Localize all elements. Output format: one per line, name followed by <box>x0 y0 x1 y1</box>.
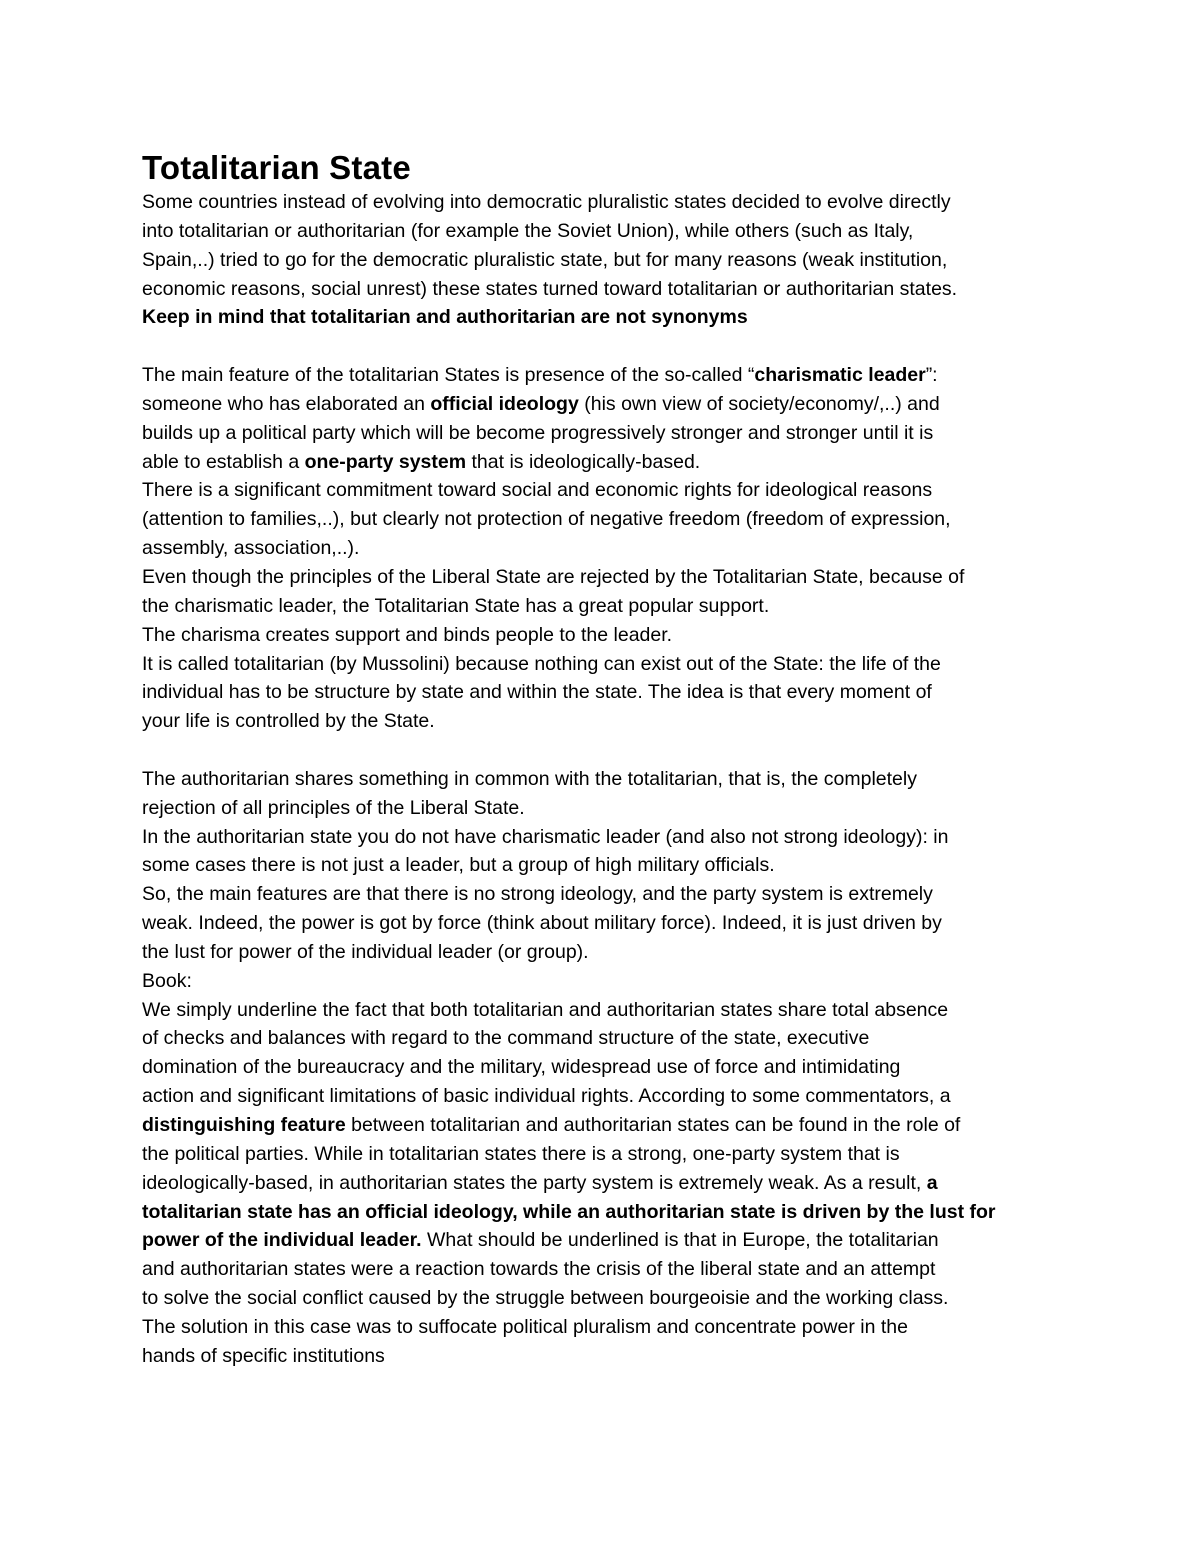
text-segment: ideologically-based, in authoritarian states the party system is extremely weak. As a result, <box>142 1171 927 1194</box>
text-segment: What should be underlined is that in Europe, the totalitarian <box>421 1229 939 1252</box>
text-line <box>142 1140 1077 1169</box>
text-segment: into totalitarian or authoritarian (for example the Soviet Union), while others (such as Italy, <box>142 219 914 242</box>
text-line <box>142 1198 1077 1227</box>
text-segment: In the authoritarian state you do not have charismatic leader (and also not strong ideology): in <box>142 825 949 848</box>
text-line <box>142 909 1077 938</box>
bold-text: a <box>926 1171 938 1194</box>
text-line <box>142 563 1077 592</box>
text-segment: rejection of all principles of the Liberal State. <box>142 796 525 819</box>
text-line <box>142 650 1077 679</box>
text-line <box>142 592 1077 621</box>
blank-line <box>142 332 1077 361</box>
text-segment: and authoritarian states were a reaction towards the crisis of the liberal state and an attempt <box>142 1258 936 1281</box>
text-segment: someone who has elaborated an <box>142 392 431 415</box>
text-segment: The solution in this case was to suffocate political pluralism and concentrate power in the <box>142 1315 908 1338</box>
bold-text: charismatic leader <box>754 364 926 387</box>
text-segment: between totalitarian and authoritarian states can be found in the role of <box>345 1114 961 1136</box>
text-segment: Even though the principles of the Liberal State are rejected by the Totalitarian State, because of <box>142 565 965 588</box>
text-segment: the lust for power of the individual leader (or group). <box>142 940 589 963</box>
text-line <box>142 1111 1077 1140</box>
text-segment: ”: <box>925 364 938 387</box>
text-segment: the charismatic leader, the Totalitarian State has a great popular support. <box>142 594 770 617</box>
text-segment: some cases there is not just a leader, but a group of high military officials. <box>142 854 775 877</box>
text-line <box>142 1169 1077 1198</box>
text-segment: the political parties. While in totalitarian states there is a strong, one-party system that is <box>142 1142 900 1165</box>
text-segment: The charisma creates support and binds people to the leader. <box>142 623 673 646</box>
text-segment: So, the main features are that there is no strong ideology, and the party system is extremely <box>142 883 933 906</box>
text-line <box>142 967 1077 996</box>
text-segment: (attention to families,..), but clearly not protection of negative freedom (freedom of expression, <box>142 508 951 531</box>
text-segment: (his own view of society/economy/,..) and <box>578 392 940 415</box>
text-line <box>142 390 1077 419</box>
text-line <box>142 765 1077 794</box>
document-body <box>142 148 1077 1371</box>
text-line <box>142 303 1077 332</box>
bold-text: Keep in mind that totalitarian and authoritarian are not synonyms <box>142 306 748 329</box>
bold-text: one-party system <box>304 450 467 473</box>
bold-text: official ideology <box>430 392 579 415</box>
text-segment: to solve the social conflict caused by the struggle between bourgeoisie and the working class. <box>142 1287 949 1310</box>
text-line <box>142 188 1077 217</box>
text-line <box>142 246 1077 275</box>
text-line <box>142 1053 1077 1082</box>
text-segment: economic reasons, social unrest) these states turned toward totalitarian or authoritarian states. <box>142 277 958 300</box>
text-line <box>142 1255 1077 1284</box>
text-segment: action and significant limitations of basic individual rights. According to some commentators, a <box>142 1085 951 1108</box>
text-segment: domination of the bureaucracy and the military, widespread use of force and intimidating <box>142 1056 901 1079</box>
text-line <box>142 476 1077 505</box>
text-segment: that is ideologically-based. <box>466 450 701 473</box>
text-line <box>142 1082 1077 1111</box>
bold-text: distinguishing feature <box>142 1114 346 1136</box>
text-line <box>142 1342 1077 1371</box>
text-line <box>142 1284 1077 1313</box>
text-segment: individual has to be structure by state and within the state. The idea is that every moment of <box>142 681 932 704</box>
text-line <box>142 678 1077 707</box>
document-text <box>142 188 1077 1371</box>
text-line <box>142 938 1077 967</box>
text-line <box>142 361 1077 390</box>
text-segment: We simply underline the fact that both totalitarian and authoritarian states share total absence <box>142 998 949 1021</box>
text-line <box>142 851 1077 880</box>
text-segment: assembly, association,..). <box>142 537 360 560</box>
bold-text: power of the individual leader. <box>142 1229 422 1252</box>
text-line <box>142 794 1077 823</box>
text-segment: There is a significant commitment toward social and economic rights for ideological reasons <box>142 479 933 502</box>
text-line <box>142 621 1077 650</box>
text-segment: Some countries instead of evolving into democratic pluralistic states decided to evolve directly <box>142 191 951 213</box>
text-segment: weak. Indeed, the power is got by force (think about military force). Indeed, it is just driven by <box>142 912 942 935</box>
text-line <box>142 1313 1077 1342</box>
text-line <box>142 217 1077 246</box>
text-line <box>142 505 1077 534</box>
text-line <box>142 996 1077 1025</box>
text-segment: It is called totalitarian (by Mussolini) because nothing can exist out of the State: the life of the <box>142 652 941 675</box>
text-segment: your life is controlled by the State. <box>142 710 435 733</box>
bold-text: totalitarian state has an official ideology, while an authoritarian state is driven by the lust for <box>142 1200 996 1223</box>
text-segment: The authoritarian shares something in common with the totalitarian, that is, the completely <box>142 767 917 790</box>
text-segment: hands of specific institutions <box>142 1344 385 1367</box>
text-line <box>142 534 1077 563</box>
text-segment: Book: <box>142 969 192 992</box>
text-segment: Spain,..) tried to go for the democratic pluralistic state, but for many reasons (weak institution, <box>142 248 948 271</box>
document-title: Totalitarian State <box>142 149 411 186</box>
text-line <box>142 1024 1077 1053</box>
text-line <box>142 707 1077 736</box>
text-segment: builds up a political party which will be become progressively stronger and stronger until it is <box>142 421 934 444</box>
text-line <box>142 880 1077 909</box>
text-line <box>142 448 1077 477</box>
text-line <box>142 275 1077 304</box>
text-segment: able to establish a <box>142 450 305 473</box>
text-line <box>142 419 1077 448</box>
text-segment: The main feature of the totalitarian States is presence of the so-called “ <box>142 364 755 387</box>
text-segment: of checks and balances with regard to the command structure of the state, executive <box>142 1027 870 1050</box>
text-line <box>142 1226 1077 1255</box>
blank-line <box>142 736 1077 765</box>
text-line <box>142 823 1077 852</box>
